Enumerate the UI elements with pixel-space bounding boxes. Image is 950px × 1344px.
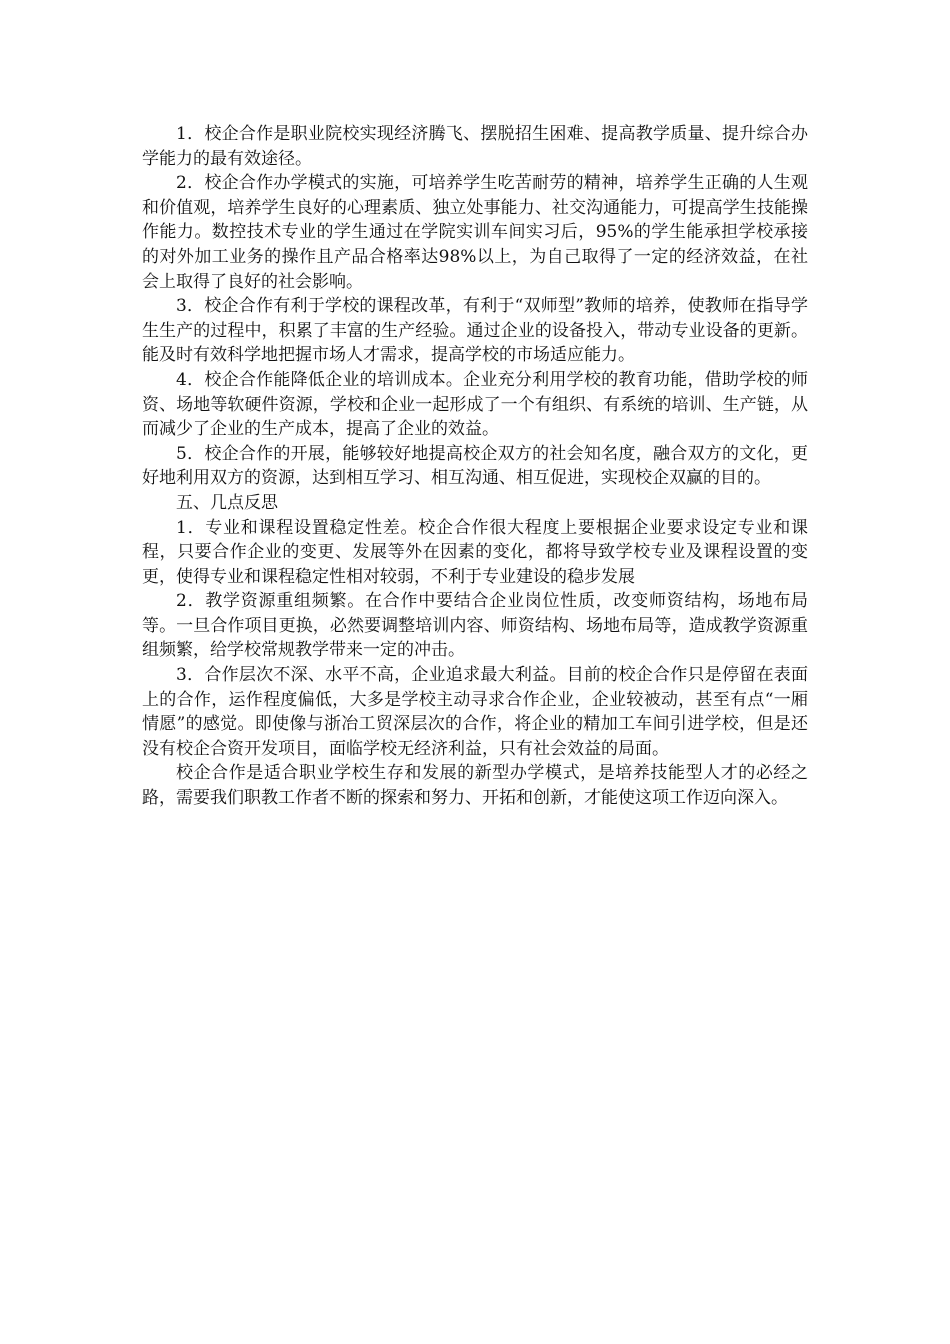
document-page [142,122,808,811]
reflection-2: 2．教学资源重组频繁。在合作中要结合企业岗位性质，改变师资结构，场地布局等。一旦合作项目更换，必然要调整培训内容、师资结构、场地布局等，造成教学资源重组频繁，给学校常规教学带来一定的冲击。 [142,591,808,661]
reflection-1: 1．专业和课程设置稳定性差。校企合作很大程度上要根据企业要求设定专业和课程，只要合作企业的变更、发展等外在因素的变化，都将导致学校专业及课程设置的变更，使得专业和课程稳定性相对较弱，不利于专业建设的稳步发展 [142,517,808,587]
paragraph-3: 3．校企合作有利于学校的课程改革，有利于“双师型”教师的培养，使教师在指导学生生产的过程中，积累了丰富的生产经验。通过企业的设备投入，带动专业设备的更新。能及时有效科学地把握市场人才需求，提高学校的市场适应能力。 [142,296,808,366]
paragraph-1: 1．校企合作是职业院校实现经济腾飞、摆脱招生困难、提高教学质量、提升综合办学能力的最有效途径。 [142,124,808,169]
paragraph-5: 5．校企合作的开展，能够较好地提高校企双方的社会知名度，融合双方的文化，更好地利用双方的资源，达到相互学习、相互沟通、相互促进，实现校企双赢的目的。 [142,443,808,489]
reflection-3: 3．合作层次不深、水平不高，企业追求最大利益。目前的校企合作只是停留在表面上的合作，运作程度偏低，大多是学校主动寻求合作企业，企业较被动，甚至有点“一厢情愿”的感觉。即使像与浙冶工贸深层次的合作，将企业的精加工车间引进学校，但是还没有校企合资开发项目，面临学校无经济利益，只有社会效益的局面。 [142,665,808,759]
section-heading: 五、几点反思 [176,492,278,513]
paragraph-4: 4．校企合作能降低企业的培训成本。企业充分利用学校的教育功能，借助学校的师资、场地等软硬件资源，学校和企业一起形成了一个有组织、有系统的培训、生产链，从而减少了企业的生产成本，提高了企业的效益。 [142,369,808,440]
conclusion-paragraph: 校企合作是适合职业学校生存和发展的新型办学模式，是培养技能型人才的必经之路，需要我们职教工作者不断的探索和努力、开拓和创新，才能使这项工作迈向深入。 [142,763,808,809]
paragraph-2: 2．校企合作办学模式的实施，可培养学生吃苦耐劳的精神，培养学生正确的人生观和价值观，培养学生良好的心理素质、独立处事能力、社交沟通能力，可提高学生技能操作能力。数控技术专业的学生通过在学院实训车间实习后，95%的学生能承担学校承接的对外加工业务的操作且产品合格率达98%以上，为自己取得了一定的经济效益，在社会上取得了良好的社会影响。 [142,173,808,292]
